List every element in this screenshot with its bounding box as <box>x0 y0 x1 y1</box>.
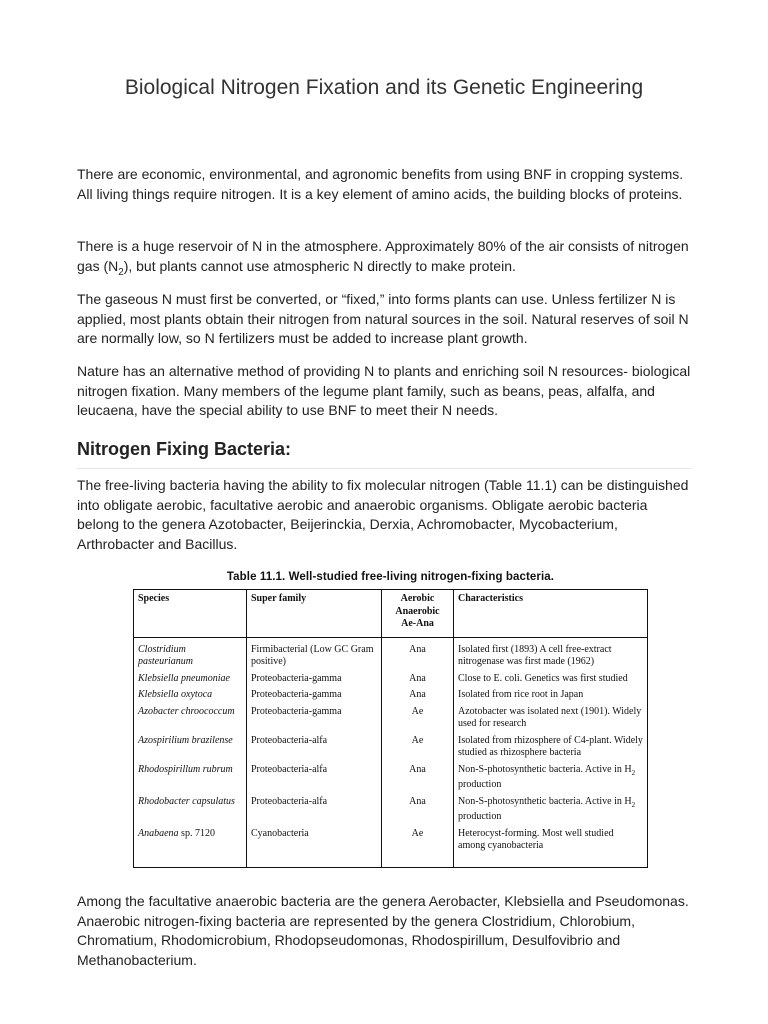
paragraph-nitrogen-reservoir <box>77 237 692 282</box>
cell-aerobic: Ae <box>382 827 454 868</box>
cell-text: production <box>458 779 502 790</box>
cell-text: production <box>458 811 502 822</box>
subscript: 2 <box>631 768 636 777</box>
cell-species: Klebsiella pneumoniae <box>134 672 247 689</box>
header-aerobic-line: Ae-Ana <box>401 618 434 629</box>
cell-species: Azobacter chroococcum <box>134 705 247 734</box>
cell-characteristics <box>454 795 648 827</box>
cell-species: Azospirilium brazilense <box>134 734 247 763</box>
paragraph-text: There is a huge reservoir of N in the atmosphere. Approximately 80% of the air consists of nitrogen gas (N <box>77 238 689 274</box>
cell-aerobic: Ae <box>382 705 454 734</box>
cell-characteristics: Isolated first (1893) A cell free-extract nitrogenase was first made (1962) <box>458 643 612 667</box>
section-heading: Nitrogen Fixing Bacteria: <box>77 439 292 459</box>
heading-divider <box>77 468 692 469</box>
bacteria-table <box>133 589 648 868</box>
cell-family: Proteobacteria-gamma <box>247 688 382 705</box>
cell-family: Proteobacteria-alfa <box>247 734 382 763</box>
paragraph-facultative-anaerobic: Among the facultative anaerobic bacteria are the genera Aerobacter, Klebsiella and Pseudomonas. Anaerobic nitrogen-fixing bacteria are represented by the genera Clostridium, Chlorobium, Chromatium, Rhodomicrobium, Rhodopseudomonas, Rhodospirillum, Desulfovibrio and Methanobacterium. <box>77 893 689 968</box>
cell-text: Non-S-photosynthetic bacteria. Active in H <box>458 795 632 807</box>
cell-aerobic: Ana <box>382 688 454 705</box>
table-row <box>134 795 648 827</box>
header-super-family: Super family <box>247 590 382 638</box>
cell-family: Proteobacteria-gamma <box>247 672 382 689</box>
cell-aerobic: Ana <box>382 763 454 795</box>
header-aerobic-line: Anaerobic <box>395 605 440 617</box>
table-row <box>134 705 648 734</box>
paragraph-bnf-benefits: There are economic, environmental, and agronomic benefits from using BNF in cropping systems. All living things require nitrogen. It is a key element of amino acids, the building blocks of proteins. <box>77 166 684 202</box>
header-species: Species <box>134 590 247 638</box>
species-genus: Anabaena <box>138 827 179 839</box>
header-characteristics: Characteristics <box>454 590 648 638</box>
cell-family: Proteobacteria-alfa <box>247 763 382 795</box>
header-aerobic-line: Aerobic <box>400 593 435 604</box>
cell-species <box>134 827 247 868</box>
cell-aerobic: Ana <box>382 795 454 827</box>
header-aerobic <box>382 590 454 638</box>
paragraph-alternative-method: Nature has an alternative method of providing N to plants and enriching soil N resources- biological nitrogen fixation. Many members of the legume plant family, such as beans, peas, alfalfa, and leucaena, have the special ability to use BNF to meet their N needs. <box>77 363 691 418</box>
table-row <box>134 763 648 795</box>
cell-family: Proteobacteria-alfa <box>247 795 382 827</box>
cell-species: Rhodobacter capsulatus <box>134 795 247 827</box>
cell-species: Rhodospirillum rubrum <box>134 763 247 795</box>
cell-characteristics: Isolated from rhizosphere of C4-plant. Widely studied as rhizosphere bacteria <box>458 734 643 758</box>
cell-text: Non-S-photosynthetic bacteria. Active in H <box>458 763 632 775</box>
cell-species: Klebsiella oxytoca <box>134 688 247 705</box>
paragraph-fixation: The gaseous N must first be converted, or “fixed,” into forms plants can use. Unless fertilizer N is applied, most plants obtain their nitrogen from natural sources in the soil. Natural reserves of soil N are normally low, so N fertilizers must be added to increase plant growth. <box>77 291 689 346</box>
cell-characteristics <box>454 763 648 795</box>
cell-family: Cyanobacteria <box>247 827 382 868</box>
subscript: 2 <box>631 800 636 809</box>
table-caption: Table 11.1. Well-studied free-living nitrogen-fixing bacteria. <box>226 571 555 583</box>
cell-aerobic: Ae <box>382 734 454 763</box>
cell-aerobic: Ana <box>382 672 454 689</box>
table-header-row <box>134 590 648 638</box>
cell-species: Clostridium pasteurianum <box>134 637 247 672</box>
cell-characteristics: Isolated from rice root in Japan <box>458 689 584 700</box>
page-title: Biological Nitrogen Fixation and its Genetic Engineering <box>124 76 644 99</box>
table-row <box>134 688 648 705</box>
cell-characteristics: Azotobacter was isolated next (1901). Widely used for research <box>458 705 642 729</box>
cell-family: Firmibacterial (Low GC Gram positive) <box>247 637 382 672</box>
table-row <box>134 827 648 868</box>
table-row <box>134 637 648 672</box>
cell-characteristics: Close to E. coli. Genetics was first studied <box>458 672 628 684</box>
species-strain: sp. 7120 <box>178 827 215 839</box>
paragraph-text: ), but plants cannot use atmospheric N directly to make protein. <box>123 257 516 274</box>
cell-characteristics: Heterocyst-forming. Most well studied among cyanobacteria <box>458 827 614 851</box>
table-row <box>134 672 648 689</box>
cell-aerobic: Ana <box>382 637 454 672</box>
subscript: 2 <box>118 266 124 278</box>
paragraph-free-living-bacteria: The free-living bacteria having the ability to fix molecular nitrogen (Table 11.1) can be distinguished into obligate aerobic, facultative aerobic and anaerobic organisms. Obligate aerobic bacteria belong to the genera Azotobacter, Beijerinckia, Derxia, Achromobacter, Mycobacterium, Arthrobacter and Bacillus. <box>77 477 689 552</box>
cell-family: Proteobacteria-gamma <box>247 705 382 734</box>
table-row <box>134 734 648 763</box>
